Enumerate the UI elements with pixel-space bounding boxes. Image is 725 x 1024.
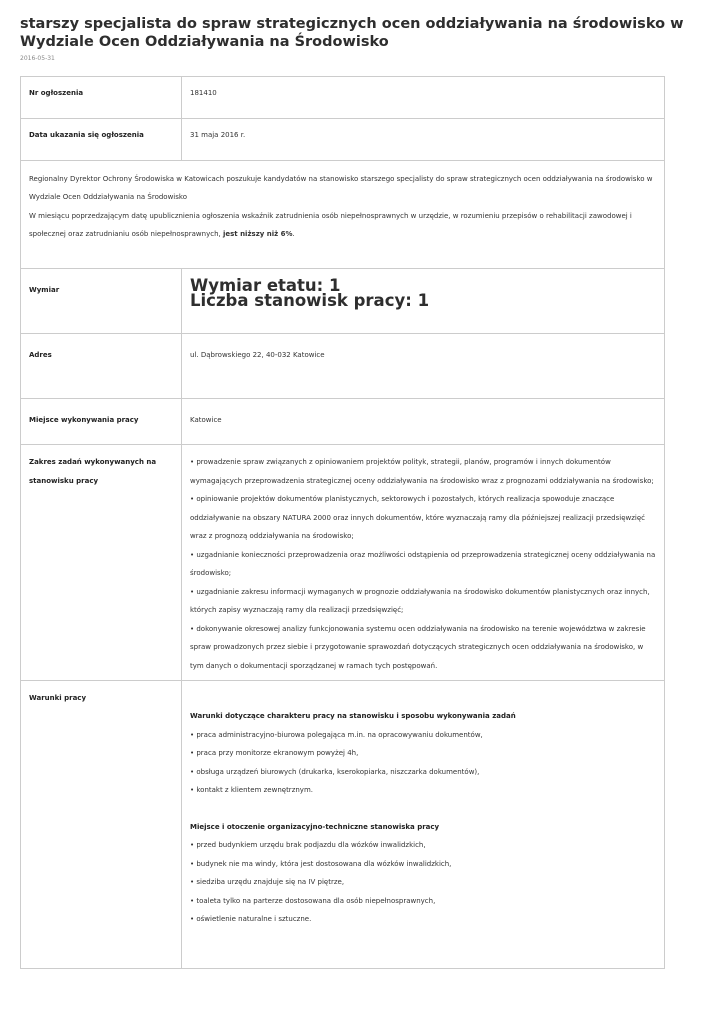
list-item: • oświetlenie naturalne i sztuczne. bbox=[190, 915, 312, 923]
workplace-value: Katowice bbox=[182, 399, 665, 445]
list-item: • budynek nie ma windy, która jest dostosowana dla wózków inwalidzkich, bbox=[190, 859, 452, 868]
work-conditions-content bbox=[182, 681, 665, 969]
offer-number-value: 181410 bbox=[182, 77, 665, 119]
list-item: • praca administracyjno-biurowa polegająca m.in. na opracowywaniu dokumentów, bbox=[190, 730, 483, 739]
disability-rate: jest niższy niż 6% bbox=[222, 229, 293, 238]
list-item: • kontakt z klientem zewnętrznym. bbox=[190, 786, 313, 794]
work-conditions-label: Warunki pracy bbox=[21, 681, 182, 969]
page-title: starszy specjalista do spraw strategicznych ocen oddziaływania na środowisko w Wydziale Ocen Oddziaływania na Środowisko bbox=[20, 16, 684, 50]
address-value: ul. Dąbrowskiego 22, 40-032 Katowice bbox=[182, 334, 665, 399]
disability-info bbox=[29, 207, 656, 244]
row-offer-number bbox=[21, 77, 665, 119]
address-label: Adres bbox=[21, 334, 182, 399]
wymiar-value bbox=[182, 269, 665, 334]
publication-date-label: Data ukazania się ogłoszenia bbox=[21, 119, 182, 161]
conditions-heading: Warunki dotyczące charakteru pracy na stanowisku i sposobu wykonywania zadań bbox=[190, 712, 516, 720]
list-item: • uzgadnianie konieczności przeprowadzenia oraz możliwości odstąpienia od przeprowadzenia strategicznej oceny oddziaływania na środowisko; bbox=[190, 550, 656, 577]
spacer bbox=[190, 800, 656, 818]
publish-date: 2016-05-31 bbox=[20, 55, 55, 62]
list-item: • opiniowanie projektów dokumentów planistycznych, sektorowych i pozostałych, których realizacja spowoduje znaczące oddziaływanie na obszary NATURA 2000 oraz innych dokumentów, które wyznaczają ramy dla późniejszej realizacji przedsięwzięć wraz z prognozą oddziaływania na środowisko; bbox=[190, 495, 646, 540]
intro-text: Regionalny Dyrektor Ochrony Środowiska w Katowicach poszukuje kandydatów na stanowisko starszego specjalisty do spraw strategicznych ocen oddziaływania na środowisko w Wydziale Ocen Oddziaływania na Środowisko bbox=[29, 175, 653, 202]
row-wymiar bbox=[21, 269, 665, 334]
row-publication-date bbox=[21, 119, 665, 161]
list-item: • siedziba urzędu znajduje się na IV piętrze, bbox=[190, 878, 345, 886]
row-address bbox=[21, 334, 665, 399]
disability-end: . bbox=[292, 229, 295, 238]
intro-cell bbox=[21, 161, 665, 269]
row-intro bbox=[21, 161, 665, 269]
row-work-conditions bbox=[21, 681, 665, 969]
row-workplace bbox=[21, 399, 665, 445]
duties-list bbox=[182, 445, 665, 681]
wymiar-label: Wymiar bbox=[21, 269, 182, 334]
publication-date-value: 31 maja 2016 r. bbox=[182, 119, 665, 161]
list-item: • prowadzenie spraw związanych z opiniowaniem projektów polityk, strategii, planów, programów i innych dokumentów wymagających przeprowadzenia strategicznej oceny oddziaływania na środowisko wraz z prognozami oddziaływania na środowisko; bbox=[190, 458, 654, 485]
row-duties bbox=[21, 445, 665, 681]
workplace-label: Miejsce wykonywania pracy bbox=[21, 399, 182, 445]
duties-label: Zakres zadań wykonywanych na stanowisku pracy bbox=[21, 445, 182, 681]
list-item: • obsługa urządzeń biurowych (drukarka, kserokopiarka, niszczarka dokumentów), bbox=[190, 767, 480, 776]
list-item: • uzgadnianie zakresu informacji wymaganych w prognozie oddziaływania na środowisko dokumentów planistycznych oraz innych, których zapisy wyznaczają ramy dla realizacji przedsięwzięć; bbox=[190, 587, 650, 614]
spacer bbox=[190, 689, 656, 707]
liczba-stanowisk: Liczba stanowisk pracy: 1 bbox=[190, 290, 430, 310]
environment-heading: Miejsce i otoczenie organizacyjno-techniczne stanowiska pracy bbox=[190, 822, 440, 831]
list-item: • dokonywanie okresowej analizy funkcjonowania systemu ocen oddziaływania na środowisko na terenie województwa w zakresie spraw prowadzonych przez siebie i przygotowanie sprawozdań dotyczących strategicznych ocen oddziaływania na środowisko, w tym danych o dokumentacji sporządzanej w ramach tych postępowań. bbox=[190, 624, 646, 670]
list-item: • przed budynkiem urzędu brak podjazdu dla wózków inwalidzkich, bbox=[190, 841, 426, 849]
list-item: • toaleta tylko na parterze dostosowana dla osób niepełnosprawnych, bbox=[190, 896, 436, 905]
list-item: • praca przy monitorze ekranowym powyżej 4h, bbox=[190, 749, 359, 757]
job-offer-table bbox=[20, 76, 665, 969]
wymiar-etatu: Wymiar etatu: 1 bbox=[190, 276, 341, 295]
disability-text: W miesiącu poprzedzającym datę upublicznienia ogłoszenia wskaźnik zatrudnienia osób niepełnosprawnych w urzędzie, w rozumieniu przepisów o rehabilitacji zawodowej i społecznej oraz zatrudnianiu osób niepełnosprawnych, bbox=[29, 211, 632, 238]
offer-number-label: Nr ogłoszenia bbox=[21, 77, 182, 119]
